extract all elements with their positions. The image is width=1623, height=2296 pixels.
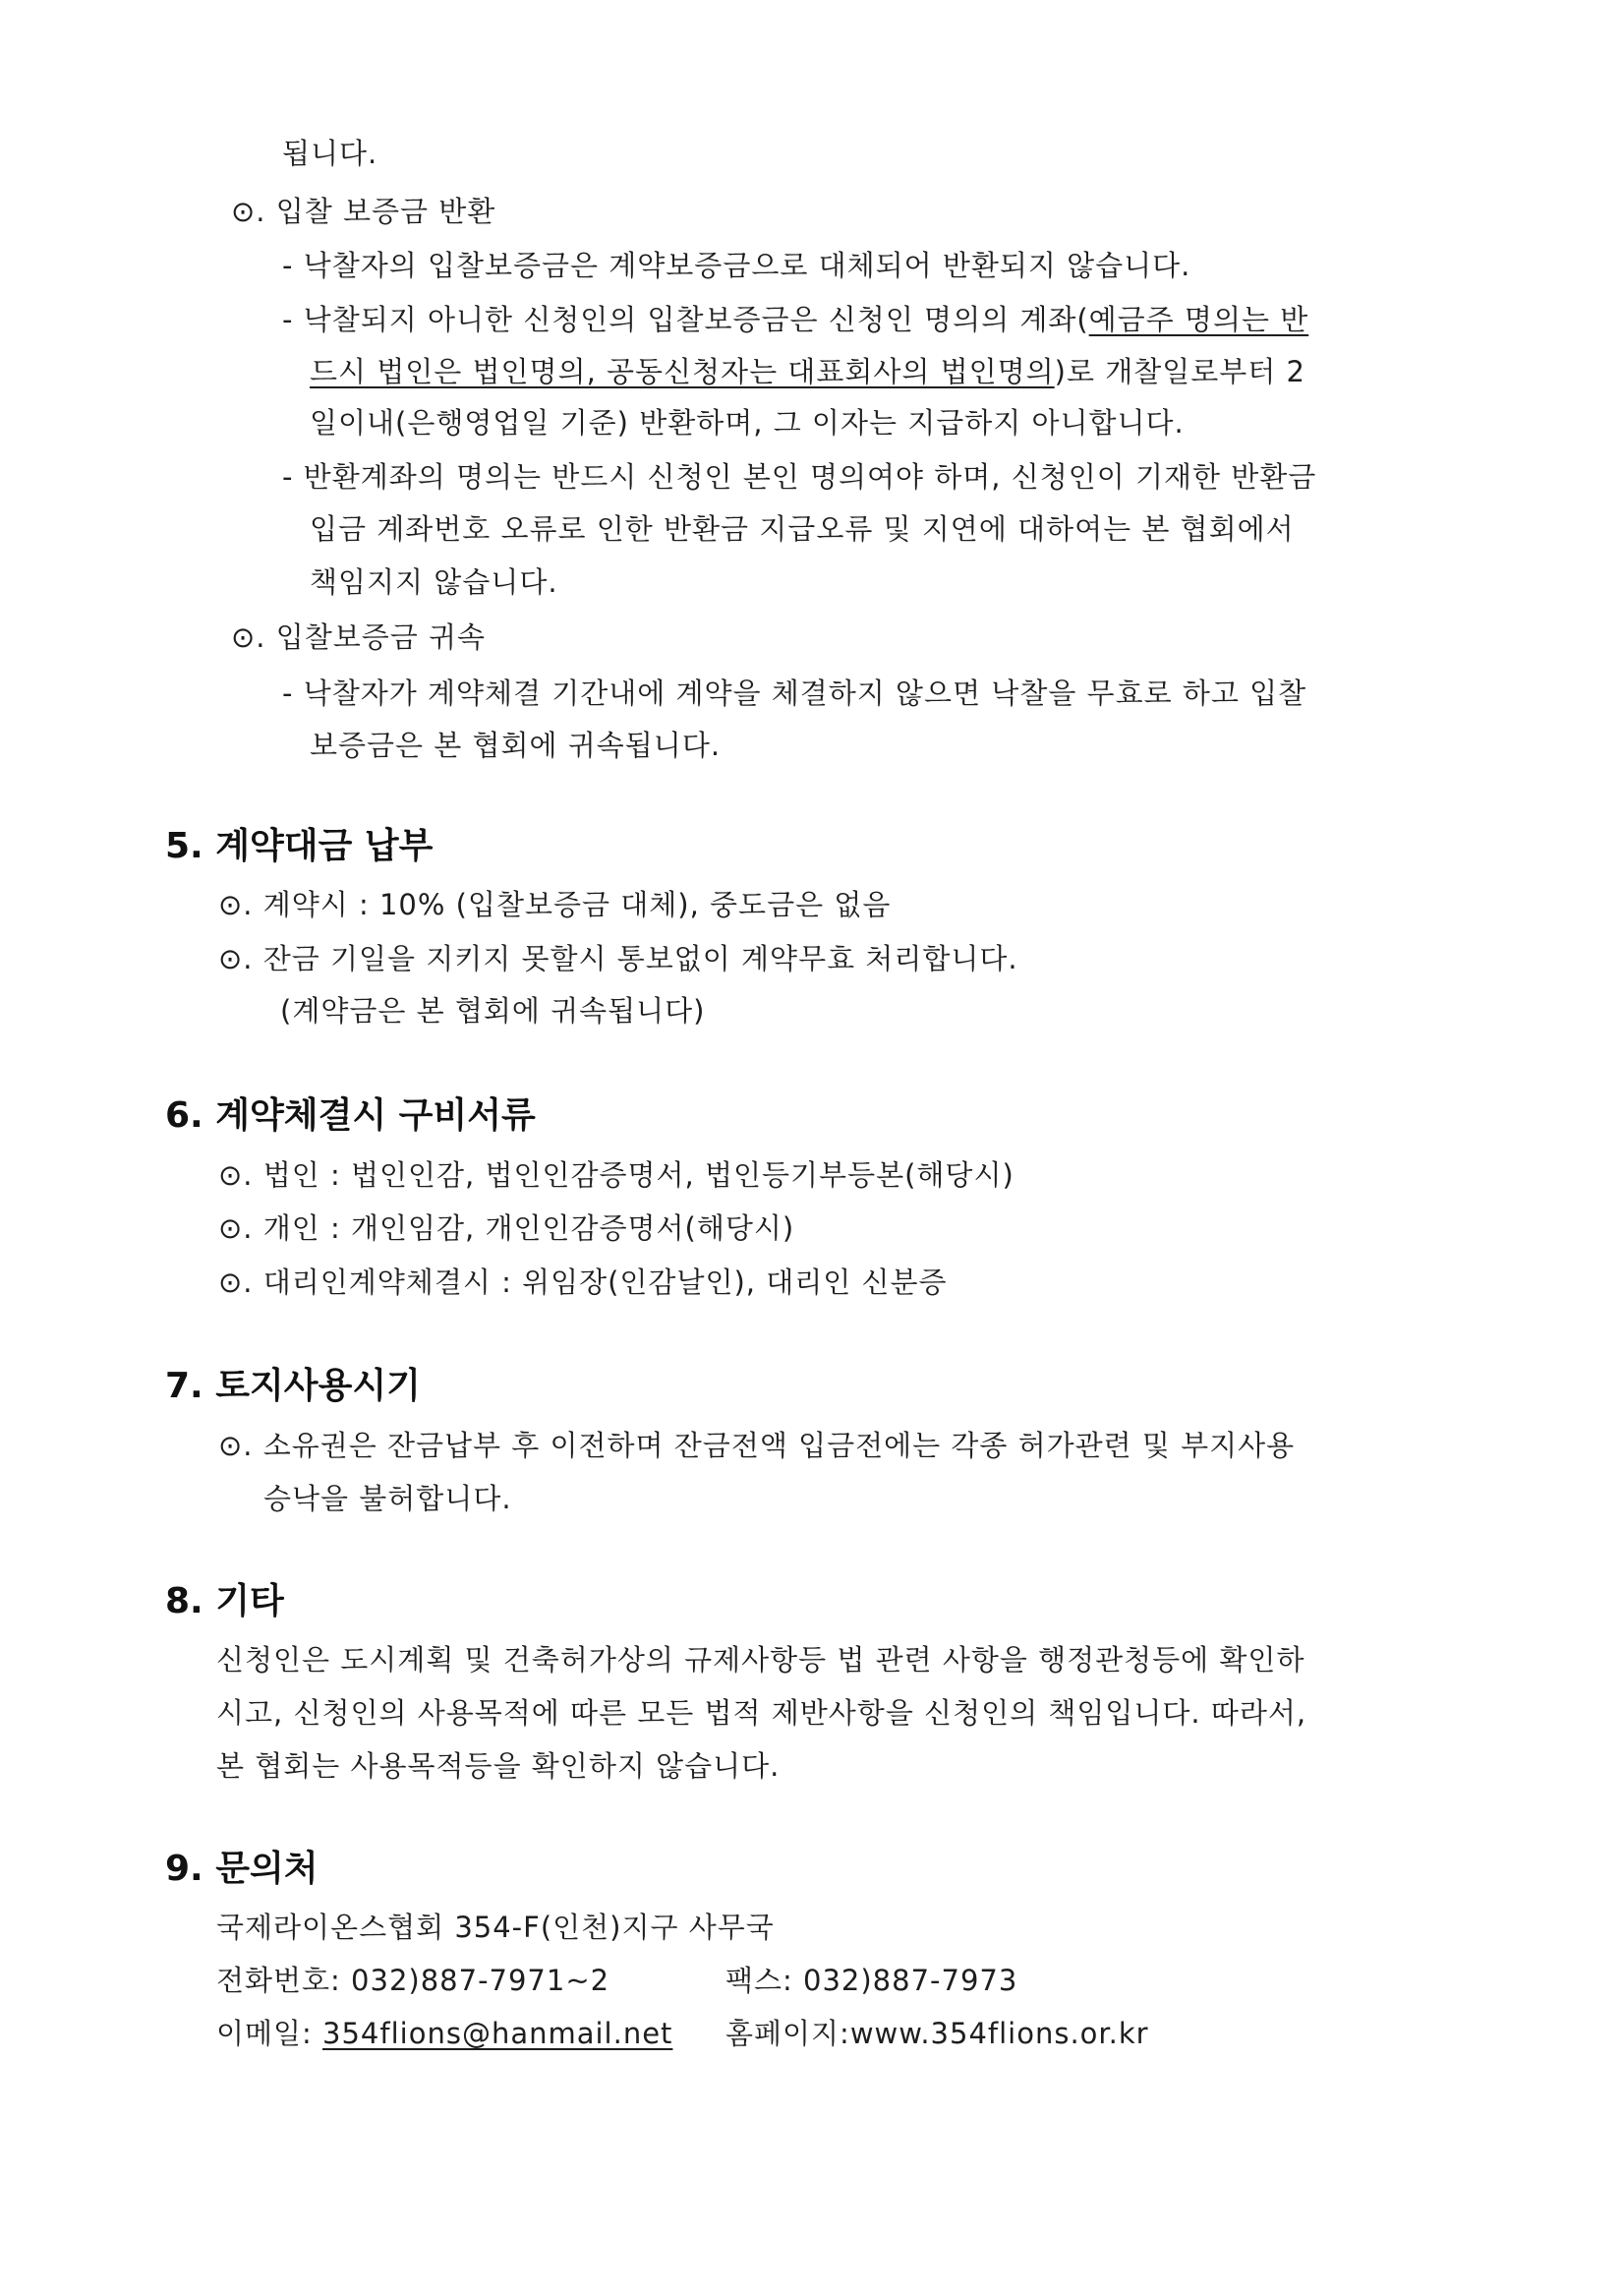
refund-item-2-underlined-cont: 드시 법인은 법인명의, 공동신청자는 대표회사의 법인명의 xyxy=(310,355,1055,388)
forfeit-item-line-2: 보증금은 본 협회에 귀속됩니다. xyxy=(310,729,722,762)
refund-item-1: - 낙찰자의 입찰보증금은 계약보증금으로 대체되어 반환되지 않습니다. xyxy=(282,249,1191,282)
refund-item-2-text-cont: )로 개찰일로부터 2 xyxy=(1054,355,1305,388)
section-6-line-3: ⊙. 대리인계약체결시 : 위임장(인감날인), 대리인 신분증 xyxy=(218,1266,948,1299)
refund-title: ⊙. 입찰 보증금 반환 xyxy=(231,195,496,228)
section-8-line-3: 본 협회는 사용목적등을 확인하지 않습니다. xyxy=(216,1749,781,1783)
section-5-line-1: ⊙. 계약시 : 10% (입찰보증금 대체), 중도금은 없음 xyxy=(218,888,892,921)
contact-phone: 전화번호: 032)887-7971~2 xyxy=(216,1964,610,1997)
forfeit-item-line-1: - 낙찰자가 계약체결 기간내에 계약을 체결하지 않으면 낙찰을 무효로 하고 입찰 xyxy=(282,677,1307,710)
refund-item-2-underlined: 예금주 명의는 반 xyxy=(1088,303,1309,336)
refund-item-2-line-1 xyxy=(282,300,1308,339)
section-6-line-1: ⊙. 법인 : 법인인감, 법인인감증명서, 법인등기부등본(해당시) xyxy=(218,1158,1014,1192)
section-7-heading: 7. 토지사용시기 xyxy=(165,1366,421,1406)
forfeit-title: ⊙. 입찰보증금 귀속 xyxy=(231,620,487,654)
section-9-heading: 9. 문의처 xyxy=(165,1849,319,1889)
refund-item-2-text: - 낙찰되지 아니한 신청인의 입찰보증금은 신청인 명의의 계좌( xyxy=(282,303,1089,336)
contact-email-link[interactable]: 354flions@hanmail.net xyxy=(322,2017,673,2050)
contact-email-row xyxy=(216,2014,672,2053)
contact-fax: 팩스: 032)887-7973 xyxy=(725,1964,1018,1997)
continuation-text: 됩니다. xyxy=(282,137,378,170)
section-7-line-1: ⊙. 소유권은 잔금납부 후 이전하며 잔금전액 입금전에는 각종 허가관련 및 부지사용 xyxy=(218,1429,1296,1462)
contact-email-label: 이메일: xyxy=(216,2017,323,2050)
section-5-heading: 5. 계약대금 납부 xyxy=(165,826,434,866)
section-8-line-2: 시고, 신청인의 사용목적에 따른 모든 법적 제반사항을 신청인의 책임입니다. 따라서, xyxy=(216,1696,1307,1730)
section-8-heading: 8. 기타 xyxy=(165,1581,284,1621)
refund-item-2-line-3: 일이내(은행영업일 기준) 반환하며, 그 이자는 지급하지 아니합니다. xyxy=(310,406,1185,440)
section-5-line-3: (계약금은 본 협회에 귀속됩니다) xyxy=(280,994,706,1028)
contact-homepage: 홈페이지:www.354flions.or.kr xyxy=(725,2017,1149,2050)
refund-item-3-line-1: - 반환계좌의 명의는 반드시 신청인 본인 명의여야 하며, 신청인이 기재한 반환금 xyxy=(282,460,1317,494)
refund-item-3-line-3: 책임지지 않습니다. xyxy=(310,565,558,599)
refund-item-2-line-2 xyxy=(310,352,1305,391)
refund-item-3-line-2: 입금 계좌번호 오류로 인한 반환금 지급오류 및 지연에 대하여는 본 협회에서 xyxy=(310,512,1295,546)
section-8-line-1: 신청인은 도시계획 및 건축허가상의 규제사항등 법 관련 사항을 행정관청등에 확인하 xyxy=(216,1643,1305,1677)
section-5-line-2: ⊙. 잔금 기일을 지키지 못할시 통보없이 계약무효 처리합니다. xyxy=(218,942,1018,975)
section-6-heading: 6. 계약체결시 구비서류 xyxy=(165,1095,536,1136)
section-7-line-2: 승낙을 불허합니다. xyxy=(263,1482,512,1515)
section-6-line-2: ⊙. 개인 : 개인임감, 개인인감증명서(해당시) xyxy=(218,1211,795,1245)
contact-organization: 국제라이온스협회 354-F(인천)지구 사무국 xyxy=(216,1911,775,1944)
